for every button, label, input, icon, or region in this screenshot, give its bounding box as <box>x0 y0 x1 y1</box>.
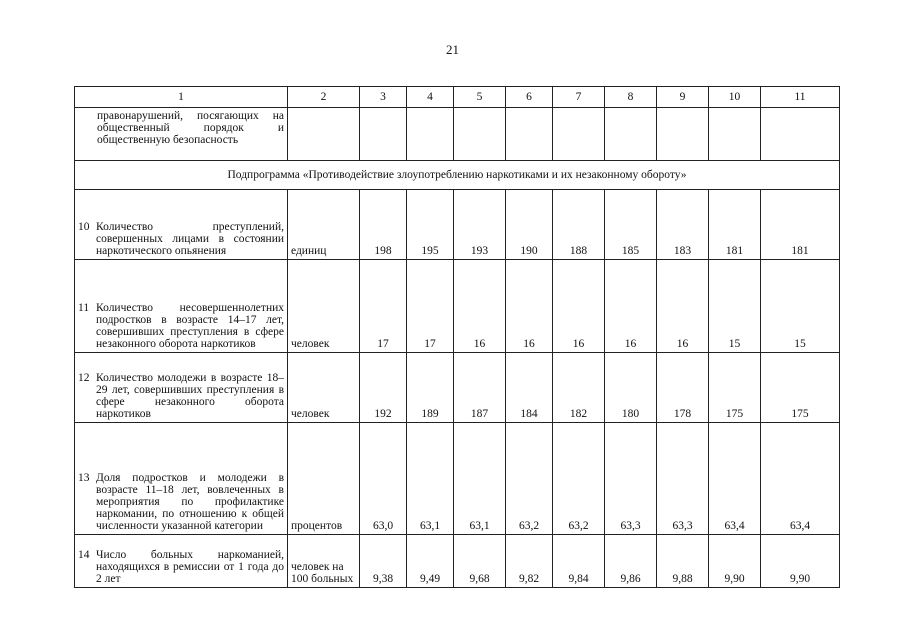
value-cell: 195 <box>407 190 454 260</box>
unit-cell: человек на 100 больных <box>288 535 360 588</box>
row-number: 13 <box>78 472 90 484</box>
indicator-name: Количество молодежи в возрасте 18–29 лет, совершивших преступления в сфере незаконного оборота наркотиков <box>96 372 284 420</box>
value-cell: 16 <box>506 260 553 353</box>
value-cell: 9,86 <box>605 535 657 588</box>
value-cell: 17 <box>360 260 407 353</box>
value-cell: 180 <box>605 353 657 423</box>
table-row <box>75 190 840 260</box>
indicators-table <box>74 86 840 588</box>
value-cell: 63,4 <box>761 423 840 535</box>
value-cell: 63,3 <box>657 423 709 535</box>
row-number: 11 <box>78 302 90 314</box>
value-cell: 63,4 <box>709 423 761 535</box>
value-cell: 63,2 <box>553 423 605 535</box>
table-row <box>75 535 840 588</box>
value-cell: 184 <box>506 353 553 423</box>
value-cell: 190 <box>506 190 553 260</box>
value-cell: 17 <box>407 260 454 353</box>
value-cell: 15 <box>761 260 840 353</box>
row-number: 14 <box>78 549 90 561</box>
column-header: 9 <box>657 87 709 108</box>
value-cell: 16 <box>454 260 506 353</box>
value-cell: 182 <box>553 353 605 423</box>
column-header: 4 <box>407 87 454 108</box>
value-cell: 188 <box>553 190 605 260</box>
value-cell: 9,90 <box>761 535 840 588</box>
value-cell: 193 <box>454 190 506 260</box>
column-header: 8 <box>605 87 657 108</box>
value-cell: 178 <box>657 353 709 423</box>
indicator-cell <box>75 353 288 423</box>
unit-cell: единиц <box>288 190 360 260</box>
row-number: 10 <box>78 221 90 233</box>
column-header-row <box>75 87 840 108</box>
value-cell: 9,38 <box>360 535 407 588</box>
indicator-cell <box>75 190 288 260</box>
row-number: 12 <box>78 372 90 384</box>
column-header: 7 <box>553 87 605 108</box>
indicator-cell <box>75 423 288 535</box>
page-number: 21 <box>446 42 459 57</box>
column-header: 3 <box>360 87 407 108</box>
value-cell: 9,84 <box>553 535 605 588</box>
table-row <box>75 260 840 353</box>
indicator-cell <box>75 535 288 588</box>
value-cell: 16 <box>553 260 605 353</box>
column-header: 6 <box>506 87 553 108</box>
value-cell: 63,2 <box>506 423 553 535</box>
subprogram-title: Подпрограмма «Противодействие злоупотреблению наркотиками и их незаконному обороту» <box>75 161 840 190</box>
indicator-name: Доля подростков и молодежи в возрасте 11–18 лет, вовлеченных в мероприятия по профилактике наркомании, по отношению к общей численности указанной категории <box>96 472 284 532</box>
value-cell: 183 <box>657 190 709 260</box>
value-cell: 16 <box>657 260 709 353</box>
indicator-name: Количество преступлений, совершенных лицами в состоянии наркотического опьянения <box>96 221 284 257</box>
value-cell: 63,0 <box>360 423 407 535</box>
column-header: 11 <box>761 87 840 108</box>
continuation-text: правонарушений, посягающих на общественный порядок и общественную безопасность <box>75 108 288 161</box>
column-header: 5 <box>454 87 506 108</box>
unit-cell: человек <box>288 353 360 423</box>
value-cell: 175 <box>761 353 840 423</box>
unit-cell: человек <box>288 260 360 353</box>
value-cell: 9,90 <box>709 535 761 588</box>
table-row <box>75 423 840 535</box>
column-header: 10 <box>709 87 761 108</box>
continuation-row <box>75 108 840 161</box>
unit-cell: процентов <box>288 423 360 535</box>
value-cell: 15 <box>709 260 761 353</box>
column-header: 2 <box>288 87 360 108</box>
value-cell: 63,3 <box>605 423 657 535</box>
value-cell: 16 <box>605 260 657 353</box>
value-cell: 9,49 <box>407 535 454 588</box>
value-cell: 9,88 <box>657 535 709 588</box>
indicator-cell <box>75 260 288 353</box>
value-cell: 185 <box>605 190 657 260</box>
value-cell: 9,82 <box>506 535 553 588</box>
indicator-name: Число больных наркоманией, находящихся в ремиссии от 1 года до 2 лет <box>96 549 284 585</box>
value-cell: 63,1 <box>407 423 454 535</box>
value-cell: 187 <box>454 353 506 423</box>
value-cell: 198 <box>360 190 407 260</box>
value-cell: 189 <box>407 353 454 423</box>
value-cell: 181 <box>761 190 840 260</box>
subprogram-row <box>75 161 840 190</box>
table-row <box>75 353 840 423</box>
value-cell: 192 <box>360 353 407 423</box>
value-cell: 9,68 <box>454 535 506 588</box>
column-header: 1 <box>75 87 288 108</box>
value-cell: 181 <box>709 190 761 260</box>
value-cell: 175 <box>709 353 761 423</box>
value-cell: 63,1 <box>454 423 506 535</box>
indicator-name: Количество несовершеннолетних подростков в возрасте 14–17 лет, совершивших преступления в сфере незаконного оборота наркотиков <box>96 302 284 350</box>
